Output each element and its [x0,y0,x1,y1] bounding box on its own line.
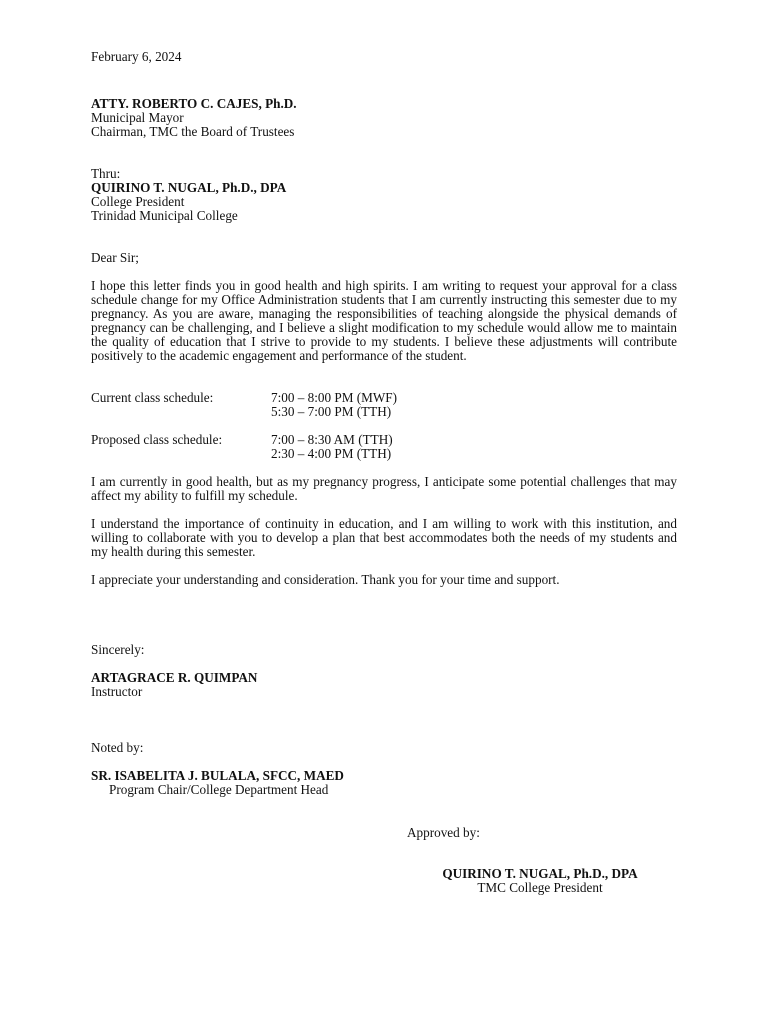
thru-label: Thru: [91,166,121,181]
closing: Sincerely: [91,642,145,657]
recipient-title: Municipal Mayor [91,110,184,125]
proposed-schedule-time: 2:30 – 4:00 PM (TTH) [271,446,392,461]
current-schedule-time: 5:30 – 7:00 PM (TTH) [271,404,392,419]
proposed-schedule-label: Proposed class schedule: [91,432,223,447]
noted-title: Program Chair/College Department Head [109,782,329,797]
letter-date: February 6, 2024 [91,49,182,64]
body-paragraph-4: I appreciate your understanding and consideration. Thank you for your time and support. [91,572,560,587]
thru-title: College President [91,194,185,209]
recipient-name: ATTY. ROBERTO C. CAJES, Ph.D. [91,96,297,111]
noted-label: Noted by: [91,740,144,755]
approved-name: QUIRINO T. NUGAL, Ph.D., DPA [442,866,638,881]
thru-name: QUIRINO T. NUGAL, Ph.D., DPA [91,180,287,195]
body-paragraph-3: I understand the importance of continuity in education, and I am willing to work with this institution, and willing to collaborate with you to develop a plan that best accommodates both the needs of my students and my health during this semester. [91,516,677,559]
sender-title: Instructor [91,684,143,699]
body-paragraph-2: I am currently in good health, but as my pregnancy progress, I anticipate some potential challenges that may affect my ability to fulfill my schedule. [91,474,677,503]
proposed-schedule-time: 7:00 – 8:30 AM (TTH) [271,432,393,447]
body-paragraph-1: I hope this letter finds you in good health and high spirits. I am writing to request your approval for a class schedule change for my Office Administration students that I am currently instructing this semester due to my pregnancy. As you are aware, managing the responsibilities of teaching alongside the physical demands of pregnancy can be challenging, and I believe a slight modification to my schedule would allow me to maintain the quality of education that I strive to provide to my students. I believe these adjustments will contribute positively to the academic engagement and performance of the student. [91,278,677,363]
noted-name: SR. ISABELITA J. BULALA, SFCC, MAED [91,768,344,783]
current-schedule-label: Current class schedule: [91,390,214,405]
current-schedule-time: 7:00 – 8:00 PM (MWF) [271,390,398,405]
salutation: Dear Sir; [91,250,139,265]
sender-name: ARTAGRACE R. QUIMPAN [91,670,258,685]
approved-title: TMC College President [477,880,603,895]
approved-label: Approved by: [407,825,480,840]
thru-org: Trinidad Municipal College [91,208,238,223]
recipient-org: Chairman, TMC the Board of Trustees [91,124,295,139]
